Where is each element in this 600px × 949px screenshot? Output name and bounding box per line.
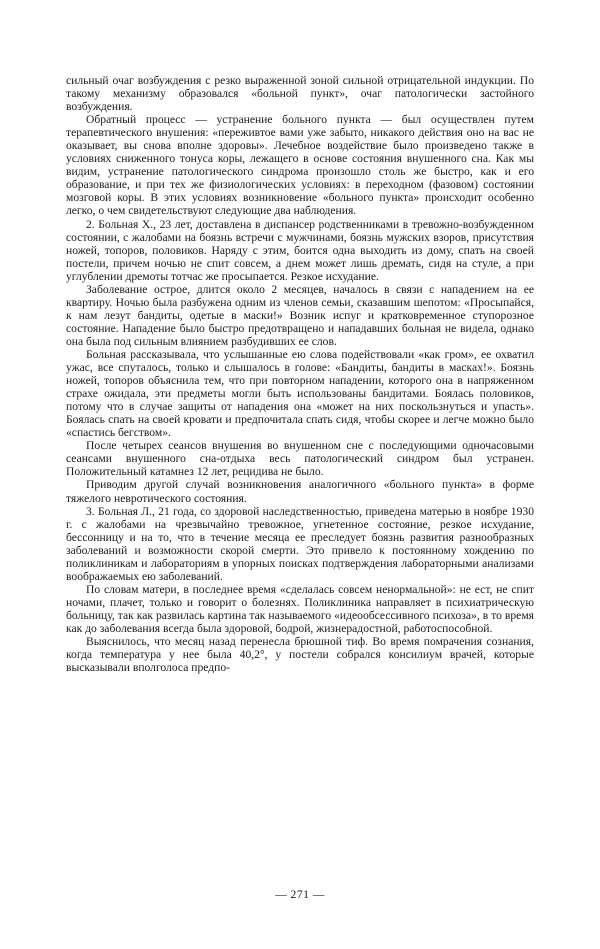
body-text — [66, 74, 534, 674]
paragraph-continuation: сильный очаг возбуждения с резко выраженной зоной сильной отрицательной индукции. По такому механизму образовался «больной пункт», очаг патологически застойного возбуждения. — [66, 74, 534, 114]
paragraph-case-2-story: Больная рассказывала, что услышанные ею слова подействовали «как гром», ее охватил ужас, все спуталось, только и слышалось в голове: «Бандиты, бандиты в масках!». Боязнь ножей, топоров объяснила тем, что при повторном нападении, которого она в напряженном страхе ожидала, эти предметы могли быть использованы бандитами. Боялась половиков, потому что в случае защиты от нападения она «может на них поскользнуться и упасть». Боялась спать на своей кровати и предпочитала спать сидя, чтобы скорее и легче можно было «спастись бегством». — [66, 347, 534, 440]
paragraph-case-3: 3. Больная Л., 21 года, со здоровой наследственностью, приведена матерью в ноябре 1930 г. с жалобами на чрезвычайно тревожное, угнетенное состояние, резкое исхудание, бессонницу и на то, что в течение месяца ее преследует боязнь развития разнообразных заболеваний и возможности скорой смерти. Это привело к постоянному хождению по поликлиникам и лабораториям в упорных поисках подтверждения лабораторными анализами воображаемых ею заболеваний. — [66, 504, 534, 583]
paragraph-case-2-treatment: После четырех сеансов внушения во внушенном сне с последующими одночасовыми сеансами внушенного сна-отдыха весь патологический синдром был устранен. Положительный катамнез 12 лет, рецидива не было. — [66, 439, 534, 479]
paragraph-case-3-typhoid: Выяснилось, что месяц назад перенесла брюшной тиф. Во время помрачения сознания, когда температура у нее была 40,2°, у постели собрался консилиум врачей, которые высказывали вполголоса предпо- — [66, 635, 534, 675]
paragraph-reverse-process: Обратный процесс — устранение больного пункта — был осуществлен путем терапевтического внушения: «переживтое вами уже забыто, никакого действия оно на вас не оказывает, вы снова вполне здоровы». Лечебное воздействие было произведено также в условиях сниженного тонуса коры, лежащего в основе состояния внушенного сна. Как мы видим, устранение патологического синдрома произошло столь же быстро, как и его образование, и при тех же физиологических условиях: в переходном (фазовом) состоянии мозговой коры. В этих условиях возникновение «больного пункта» происходит особенно легко, о чем свидетельствуют следующие два наблюдения. — [66, 113, 534, 218]
paragraph-case-2-onset: Заболевание острое, длится около 2 месяцев, началось в связи с нападением на ее квартиру. Ночью была разбужена одним из членов семьи, сказавшим шепотом: «Просыпайся, к нам лезут бандиты, одетые в маски!» Возник испуг и кратковременное ступорозное состояние. Нападение было быстро предотвращено и нападавших больная не видела, однако она была под сильным влиянием разбудивших ее слов. — [66, 282, 534, 348]
paragraph-transition: Приводим другой случай возникновения аналогичного «больного пункта» в форме тяжелого невротического состояния. — [66, 478, 534, 505]
page-number: — 271 — — [275, 888, 325, 901]
paragraph-case-3-mother: По словам матери, в последнее время «сделалась совсем ненормальной»: не ест, не спит ночами, плачет, только и говорит о болезнях. Поликлиника направляет в психиатрическую больницу, так как развилась картина так называемого «идеообсессивного психоза», в то время как до заболевания всегда была здоровой, бодрой, жизнерадостной, работоспособной. — [66, 582, 534, 635]
paragraph-case-2: 2. Больная Х., 23 лет, доставлена в диспансер родственниками в тревожно-возбужденном состоянии, с жалобами на боязнь встречи с мужчинами, боязнь мужских взоров, присутствия ножей, топоров, половиков. Наряду с этим, боится одна выходить из дому, спать на своей постели, причем ночью не спит совсем, а днем может лишь дремать, сидя на стуле, а при углублении дремоты тотчас же просыпается. Резкое исхудание. — [66, 217, 534, 283]
